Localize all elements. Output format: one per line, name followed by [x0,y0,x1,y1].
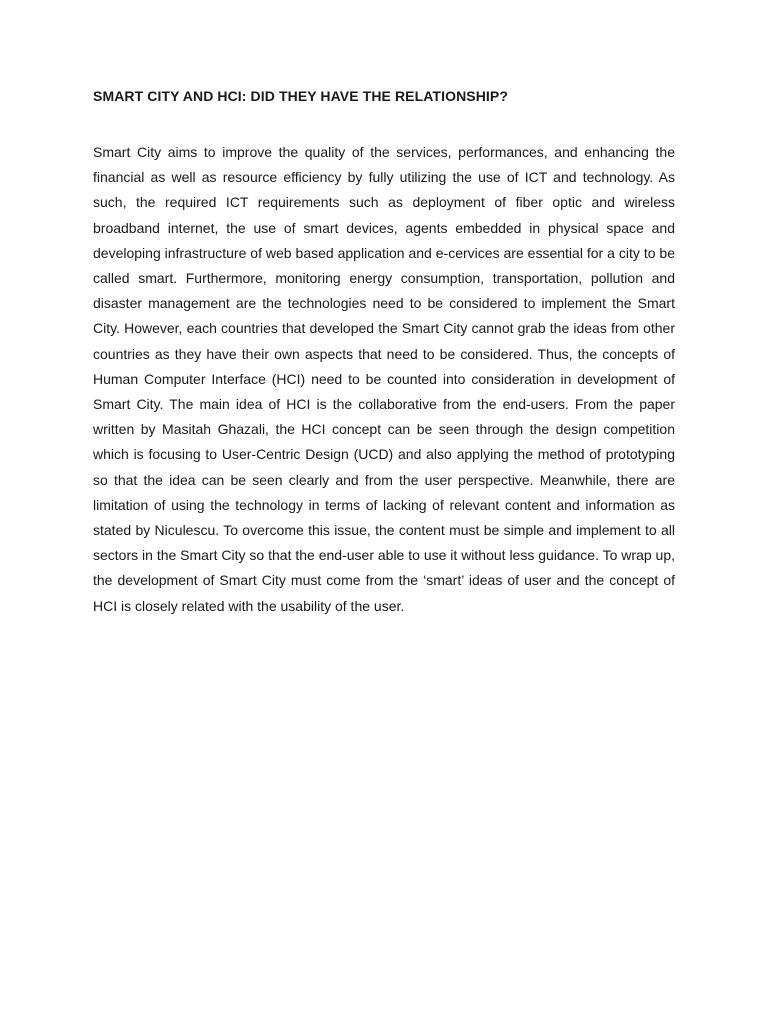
body-paragraph: Smart City aims to improve the quality of the services, performances, and enhancing the financial as well as resource efficiency by fully utilizing the use of ICT and technology. As such, the required ICT requirements such as deployment of fiber optic and wireless broadband internet, the use of smart devices, agents embedded in physical space and developing infrastructure of web based application and e-cervices are essential for a city to be called smart. Furthermore, monitoring energy consumption, transportation, pollution and disaster management are the technologies need to be considered to implement the Smart City. However, each countries that developed the Smart City cannot grab the ideas from other countries as they have their own aspects that need to be considered. Thus, the concepts of Human Computer Interface (HCI) need to be counted into consideration in development of Smart City. The main idea of HCI is the collaborative from the end-users. From the paper written by Masitah Ghazali, the HCI concept can be seen through the design competition which is focusing to User-Centric Design (UCD) and also applying the method of prototyping so that the idea can be seen clearly and from the user perspective. Meanwhile, there are limitation of using the technology in terms of lacking of relevant content and information as stated by Niculescu. To overcome this issue, the content must be simple and implement to all sectors in the Smart City so that the end-user able to use it without less guidance. To wrap up, the development of Smart City must come from the ‘smart’ ideas of user and the concept of HCI is closely related with the usability of the user. [93,144,675,614]
document-title: SMART CITY AND HCI: DID THEY HAVE THE RELATIONSHIP? [93,88,509,104]
